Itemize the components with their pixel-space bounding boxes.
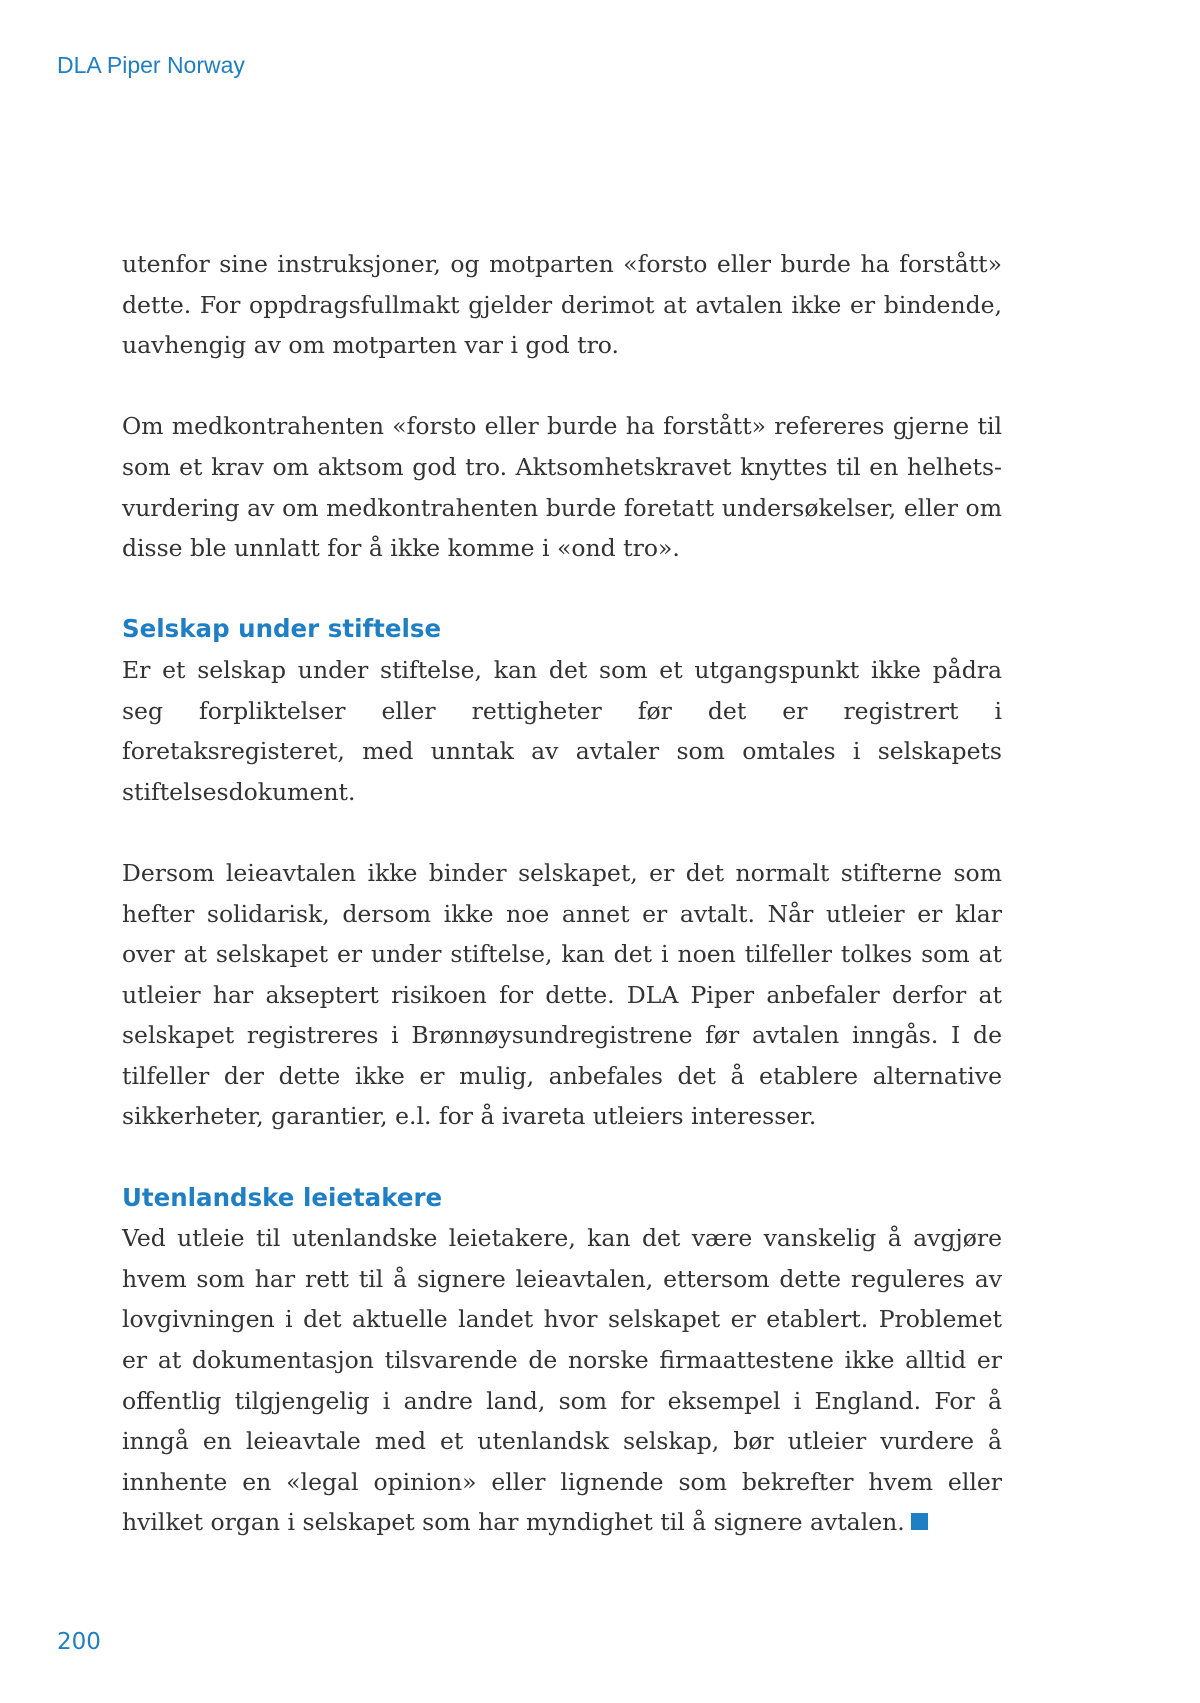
paragraph-authority-scope: utenfor sine instruksjoner, og motparten «forsto eller burde ha forstått» dette. For oppdragsfullmakt gjelder derimot at avtalen ikke er bindende, uavhengig av om motparten var i god tro. <box>122 250 1002 360</box>
page-number: 200 <box>57 1629 101 1655</box>
paragraph-spacer <box>122 569 1002 610</box>
paragraph-foreign-tenants <box>122 1218 1002 1543</box>
paragraph-spacer <box>122 812 1002 853</box>
paragraph-foreign-tenants-text: Ved utleie til utenlandske leietakere, kan det være vanskelig å avgjøre hvem som har rett til å signere leieavtalen, ettersom dette reguleres av lovgivningen i det aktuelle landet hvor selskapet er etablert. Problemet er at dokumentasjon tilsvarende de norske firmaattestene ikke alltid er offentlig tilgjengelig i andre land, som for eksempel i England. For å inngå en leieavtale med et utenlandsk selskap, bør utleier vurdere å innhente en «legal opinion» eller lignende som bekrefter hvem eller hvilket organ i selskapet som har myndighet til å signere avtalen. <box>122 1224 1002 1537</box>
section-heading-company-formation: Selskap under stiftelse <box>122 614 442 644</box>
paragraph-good-faith: Om medkontrahenten «forsto eller burde ha forstått» refereres gjerne til som et krav om aktsom god tro. Aktsomhetskravet knyttes til en helhetsvurdering av om medkontrahenten burde foretatt undersøkelser, eller om disse ble unnlatt for å ikke komme i «ond tro». <box>122 412 1002 563</box>
paragraph-company-formation: Er et selskap under stiftelse, kan det som et utgangspunkt ikke pådra seg forpliktelser eller rettigheter før det er registrert i foretaksregisteret, med unntak av avtaler som omtales i selskapets stiftelsesdokument. <box>122 655 1002 806</box>
paragraph-spacer <box>122 1137 1002 1178</box>
section-heading-foreign-tenants: Utenlandske leietakere <box>122 1182 443 1212</box>
document-body <box>122 244 1002 1543</box>
paragraph-founders-liability: Dersom leieavtalen ikke binder selskapet, er det normalt stifterne som hefter solidarisk, dersom ikke noe annet er avtalt. Når utleier er klar over at selskapet er under stiftelse, kan det i noen tilfeller tolkes som at utleier har akseptert risikoen for dette. DLA Piper anbefaler derfor at selskapet registreres i Brønnøysundregistrene før avtalen inngås. I de tilfeller der dette ikke er mulig, anbefales det å etablere alternative sikkerheter, garantier, e.l. for å ivareta utleiers interesser. <box>122 858 1002 1131</box>
running-header: DLA Piper Norway <box>57 52 245 78</box>
end-of-article-square-icon <box>911 1513 928 1530</box>
paragraph-spacer <box>122 366 1002 407</box>
